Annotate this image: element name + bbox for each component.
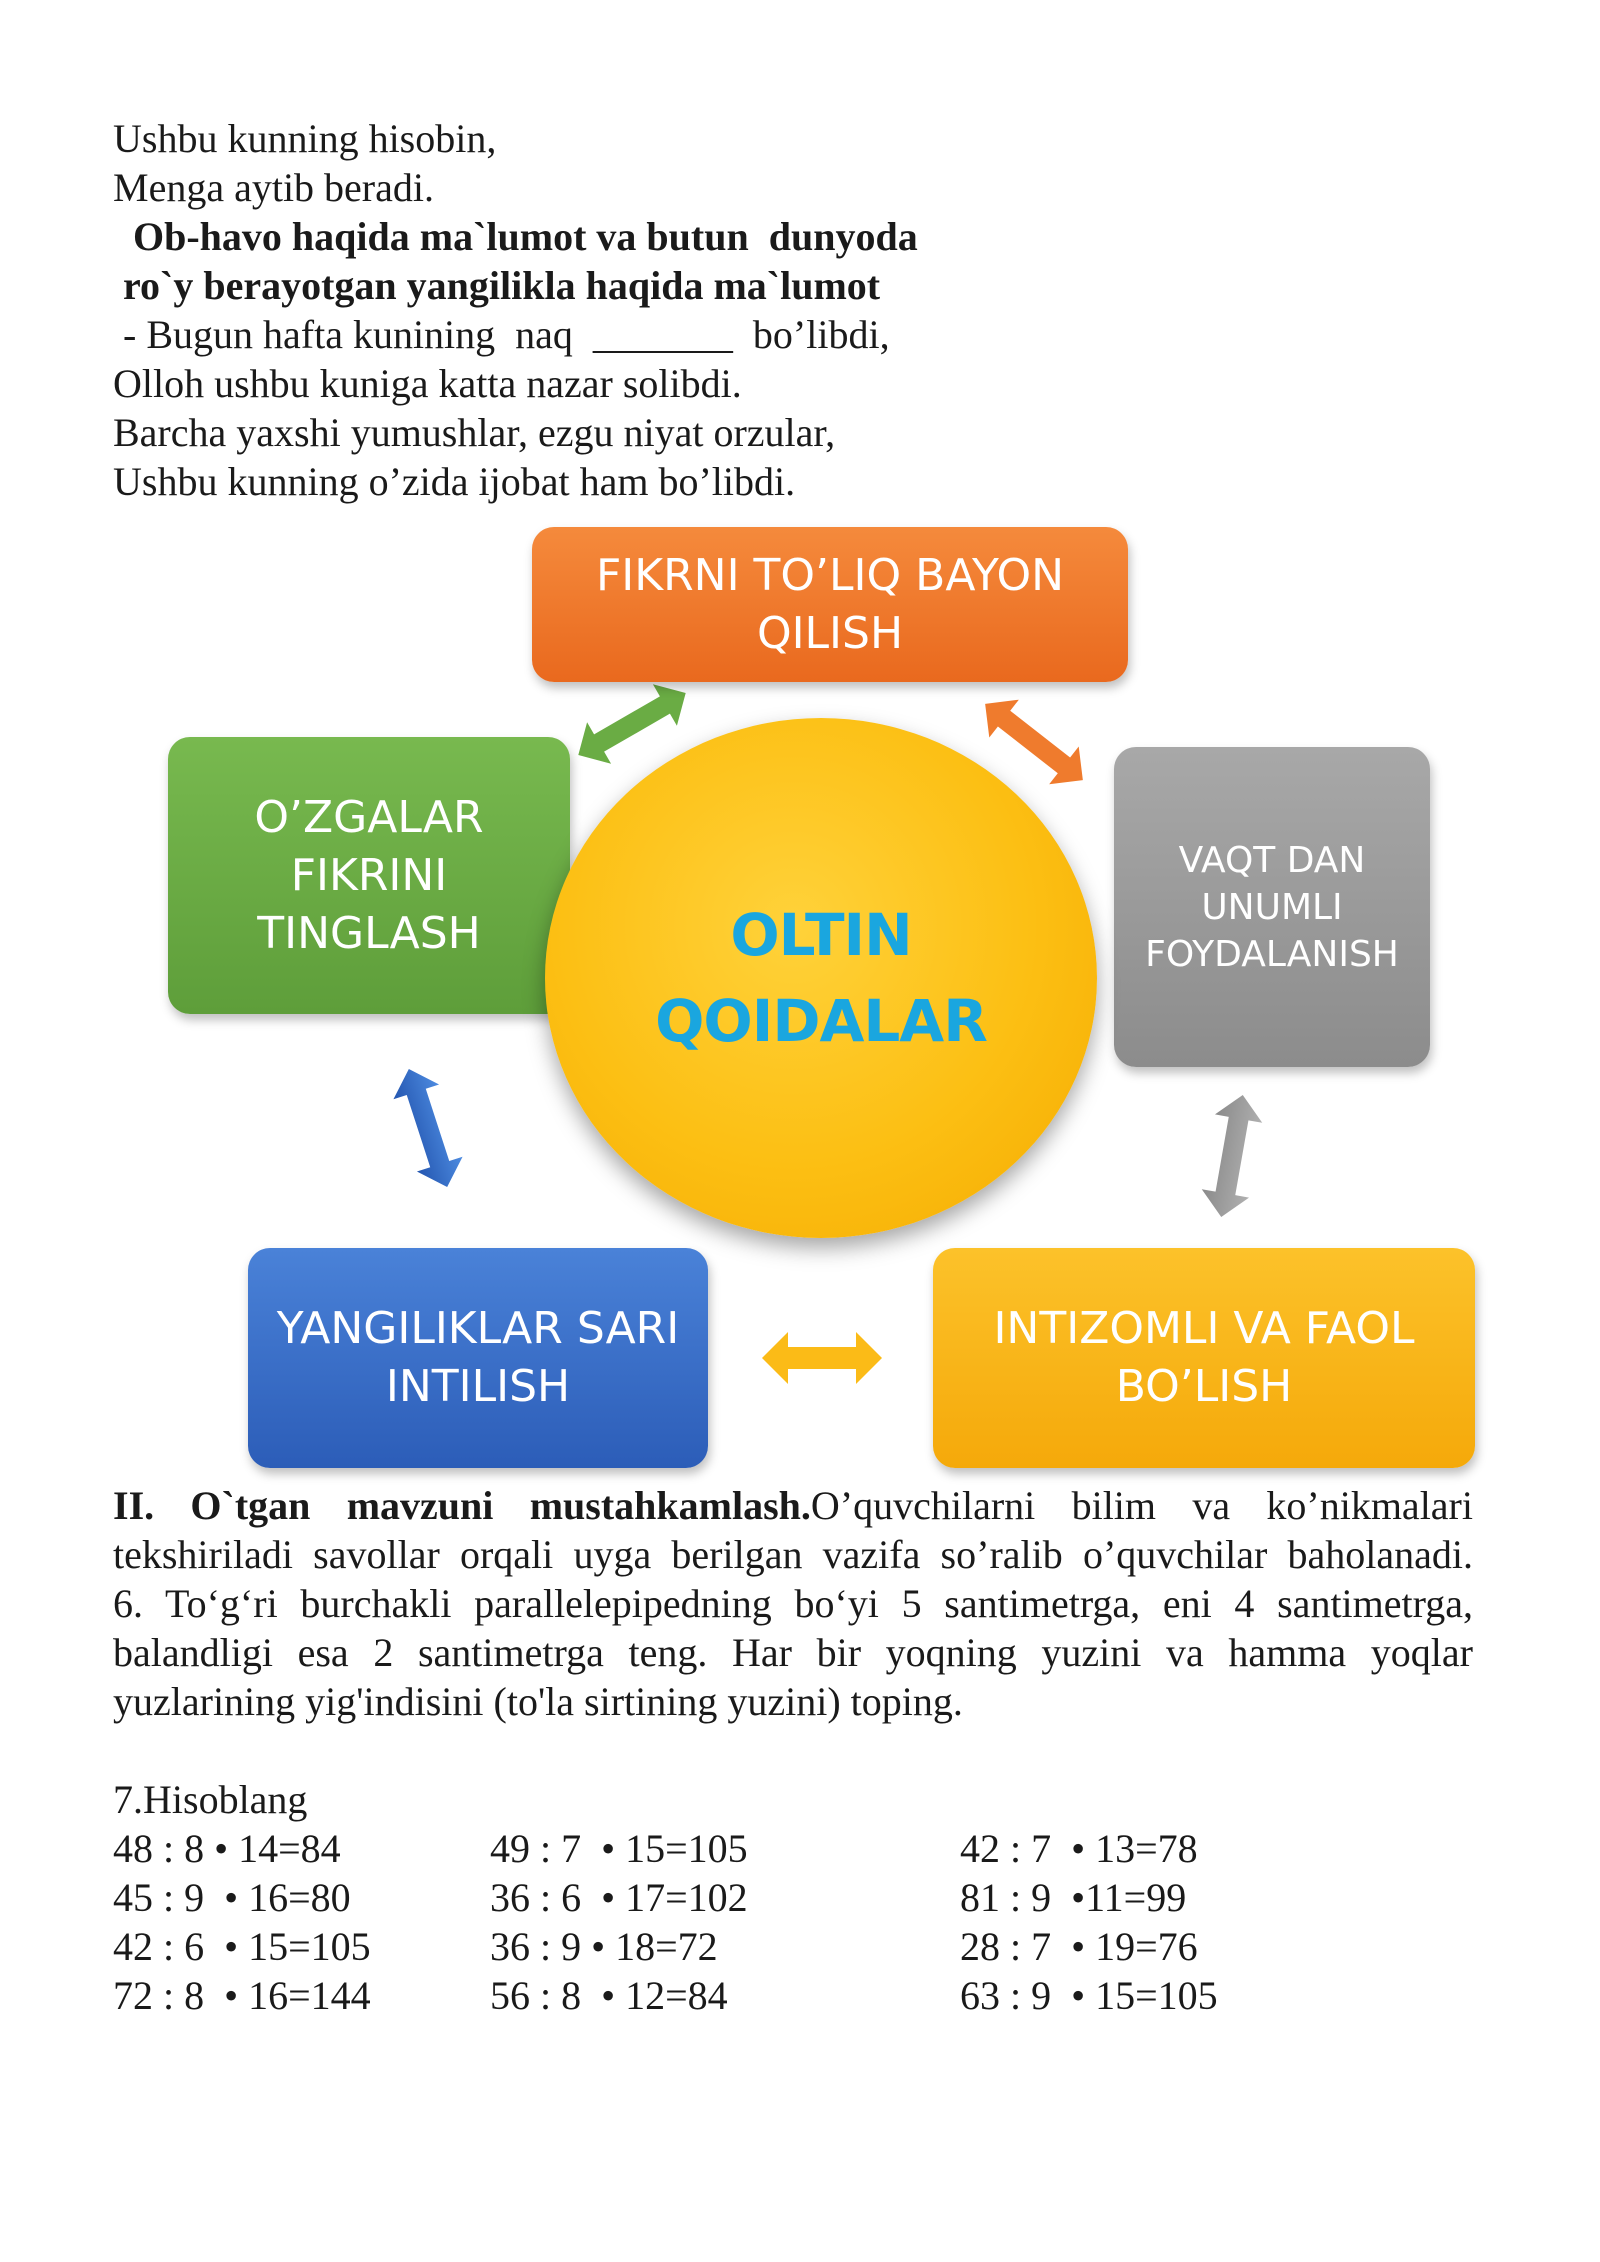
box-fikrni-bayon-line-1: FIKRNI TO’LIQ BAYON [595,549,1065,601]
box-ozgalar-fikrini [168,737,570,1014]
box-fikrni-bayon [532,527,1128,682]
ex7-c2-r3: 36 : 9 • 18=72 [490,1924,718,1969]
box-vaqt-line-1: VAQT DAN [1178,839,1366,881]
poem-line-4: ro`y berayotgan yangilikla haqida ma`lumot [113,263,881,308]
ex7-c2-r2: 36 : 6 • 17=102 [490,1875,748,1920]
box-intizomli-line-1: INTIZOMLI VA FAOL [993,1303,1415,1354]
ex7-c3-r4: 63 : 9 • 15=105 [960,1973,1218,2018]
box-vaqt-dan [1114,747,1430,1067]
poem-line-2: Menga aytib beradi. [113,165,434,210]
section2-line-4: balandligi esa 2 santimetrga teng. Har bir yoqning yuzini va hamma yoqlar [113,1630,1473,1675]
ex7-c1-r1: 48 : 8 • 14=84 [113,1826,341,1871]
center-circle [545,718,1097,1238]
box-vaqt-line-2: UNUMLI [1201,886,1343,928]
poem-line-1: Ushbu kunning hisobin, [113,116,497,161]
poem-line-6: Olloh ushbu kuniga katta nazar solibdi. [113,361,742,406]
box-vaqt-line-3: FOYDALANISH [1145,933,1399,975]
poem-line-5: - Bugun hafta kunining naq _______ bo’libdi, [113,312,890,357]
section2-line-2: tekshiriladi savollar orqali uyga berilgan vazifa so’ralib o’quvchilar baholanadi. [113,1532,1473,1577]
box-intizomli-line-2: BO’LISH [1115,1361,1293,1412]
arrow-blue [386,1062,470,1195]
center-line-2: QOIDALAR [655,987,987,1055]
ex7-c1-r3: 42 : 6 • 15=105 [113,1924,371,1969]
box-ozgalar-line-3: TINGLASH [257,907,481,959]
arrow-yellow [762,1332,882,1384]
exercise7-title: 7.Hisoblang [113,1777,308,1822]
center-line-1: OLTIN [730,901,912,969]
box-yangiliklar [248,1248,708,1468]
box-ozgalar-line-2: FIKRINI [290,849,448,901]
ex7-c3-r1: 42 : 7 • 13=78 [960,1826,1198,1871]
poem-line-3: Ob-havo haqida ma`lumot va butun dunyoda [113,214,918,259]
poem-line-7: Barcha yaxshi yumushlar, ezgu niyat orzular, [113,410,836,455]
box-yangiliklar-line-2: INTILISH [385,1361,571,1412]
box-yangiliklar-line-1: YANGILIKLAR SARI [276,1303,680,1354]
box-fikrni-bayon-line-2: QILISH [756,607,904,659]
ex7-c3-r3: 28 : 7 • 19=76 [960,1924,1198,1969]
section2-line-1 [113,1481,1473,1530]
ex7-c1-r2: 45 : 9 • 16=80 [113,1875,351,1920]
section2-intro: O’quvchilarni bilim va ko’nikmalari [810,1483,1473,1528]
poem-line-8: Ushbu kunning o’zida ijobat ham bo’libdi. [113,459,796,504]
ex7-c1-r4: 72 : 8 • 16=144 [113,1973,371,2018]
section2-line-5: yuzlarining yig'indisini (to'la sirtining yuzini) toping. [113,1679,963,1724]
ex7-c2-r4: 56 : 8 • 12=84 [490,1973,728,2018]
ex7-c2-r1: 49 : 7 • 15=105 [490,1826,748,1871]
box-intizomli [933,1248,1475,1468]
box-ozgalar-line-1: O’ZGALAR [254,791,484,843]
section2-heading: II. O`tgan mavzuni mustahkamlash. [113,1483,811,1528]
section2-line-3: 6. To‘g‘ri burchakli parallelepipedning bo‘yi 5 santimetrga, eni 4 santimetrga, [113,1581,1473,1626]
arrow-gray [1198,1091,1267,1221]
ex7-c3-r2: 81 : 9 •11=99 [960,1875,1187,1920]
